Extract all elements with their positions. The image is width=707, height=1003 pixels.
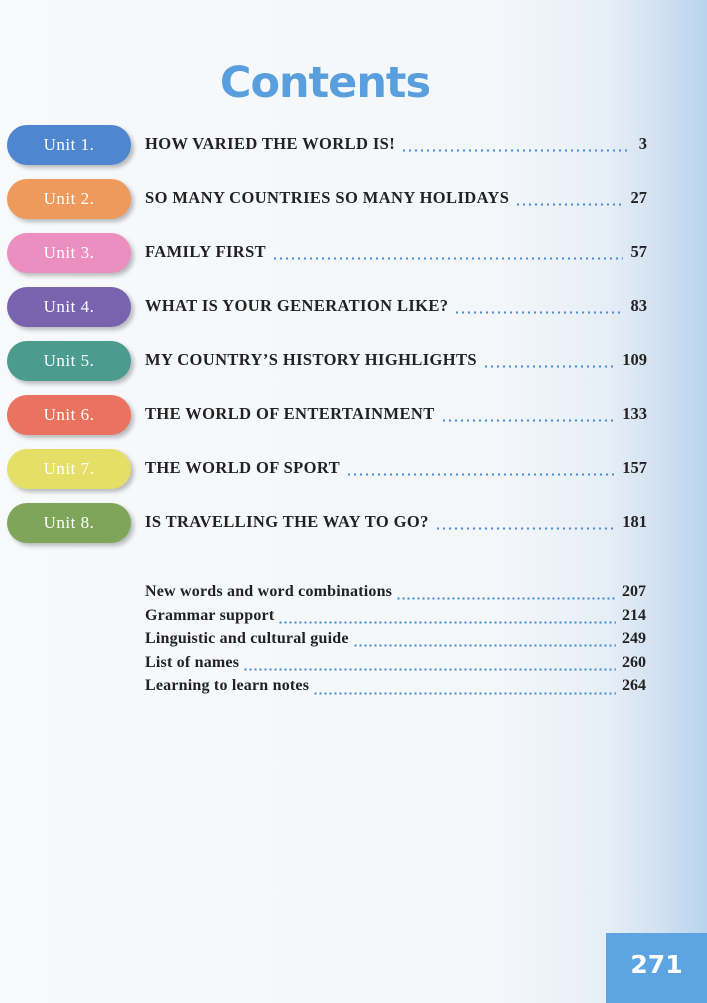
- units-list: [7, 125, 647, 557]
- unit-badge: Unit 7.: [7, 449, 131, 489]
- dot-leader: [396, 597, 616, 600]
- unit-entry: [145, 242, 647, 266]
- unit-page: 27: [630, 188, 647, 207]
- unit-row[interactable]: [7, 449, 647, 503]
- unit-entry: [145, 296, 647, 320]
- unit-row[interactable]: [7, 125, 647, 179]
- extra-title: Grammar support: [145, 606, 275, 624]
- unit-badge: Unit 3.: [7, 233, 131, 273]
- extra-title: Learning to learn notes: [145, 677, 310, 695]
- unit-title: THE WORLD OF ENTERTAINMENT: [145, 404, 435, 423]
- dot-leader: [346, 473, 614, 476]
- extra-row[interactable]: [145, 607, 646, 631]
- unit-badge: Unit 8.: [7, 503, 131, 543]
- unit-row[interactable]: [7, 503, 647, 557]
- unit-row[interactable]: [7, 395, 647, 449]
- dot-leader: [454, 311, 622, 314]
- page-title: Contents: [219, 58, 431, 108]
- dot-leader: [441, 419, 615, 422]
- extra-page: 260: [622, 653, 646, 671]
- unit-title: THE WORLD OF SPORT: [145, 458, 341, 477]
- unit-row[interactable]: [7, 179, 647, 233]
- unit-badge: Unit 6.: [7, 395, 131, 435]
- unit-entry: [145, 458, 647, 482]
- extra-page: 214: [622, 606, 646, 624]
- unit-title: HOW VARIED THE WORLD IS!: [145, 134, 396, 153]
- extra-title: New words and word combinations: [145, 583, 393, 600]
- dot-leader: [272, 257, 622, 260]
- unit-entry: [145, 188, 647, 212]
- dot-leader: [435, 527, 615, 530]
- unit-title: WHAT IS YOUR GENERATION LIKE?: [145, 296, 449, 315]
- unit-page: 83: [630, 296, 647, 315]
- unit-badge: Unit 1.: [7, 125, 131, 165]
- unit-page: 3: [638, 134, 647, 153]
- dot-leader: [353, 644, 616, 647]
- extra-row[interactable]: [145, 583, 646, 607]
- page-number: 271: [606, 933, 707, 1003]
- unit-page: 181: [622, 512, 647, 531]
- unit-row[interactable]: [7, 341, 647, 395]
- extras-list: [145, 583, 646, 701]
- unit-entry: [145, 350, 647, 374]
- extra-row[interactable]: [145, 654, 646, 678]
- unit-page: 57: [630, 242, 647, 261]
- unit-title: FAMILY FIRST: [145, 242, 267, 261]
- extra-page: 249: [622, 630, 646, 648]
- unit-title: SO MANY COUNTRIES SO MANY HOLIDAYS: [145, 188, 510, 207]
- unit-entry: [145, 512, 647, 536]
- unit-page: 133: [622, 404, 647, 423]
- unit-page: 109: [622, 350, 647, 369]
- extra-row[interactable]: [145, 630, 646, 654]
- extra-title: List of names: [145, 653, 240, 671]
- dot-leader: [243, 668, 616, 671]
- unit-row[interactable]: [7, 287, 647, 341]
- dot-leader: [278, 621, 616, 624]
- extra-page: 207: [622, 583, 646, 600]
- unit-row[interactable]: [7, 233, 647, 287]
- unit-title: IS TRAVELLING THE WAY TO GO?: [145, 512, 429, 531]
- unit-badge: Unit 4.: [7, 287, 131, 327]
- extra-title: Linguistic and cultural guide: [145, 630, 349, 648]
- dot-leader: [483, 365, 614, 368]
- unit-badge: Unit 5.: [7, 341, 131, 381]
- dot-leader: [401, 149, 631, 152]
- dot-leader: [313, 692, 616, 695]
- unit-page: 157: [622, 458, 647, 477]
- unit-badge: Unit 2.: [7, 179, 131, 219]
- extra-row[interactable]: [145, 677, 646, 701]
- unit-title: MY COUNTRY’S HISTORY HIGHLIGHTS: [145, 350, 477, 369]
- unit-entry: [145, 134, 647, 158]
- unit-entry: [145, 404, 647, 428]
- dot-leader: [515, 203, 622, 206]
- extra-page: 264: [622, 677, 646, 695]
